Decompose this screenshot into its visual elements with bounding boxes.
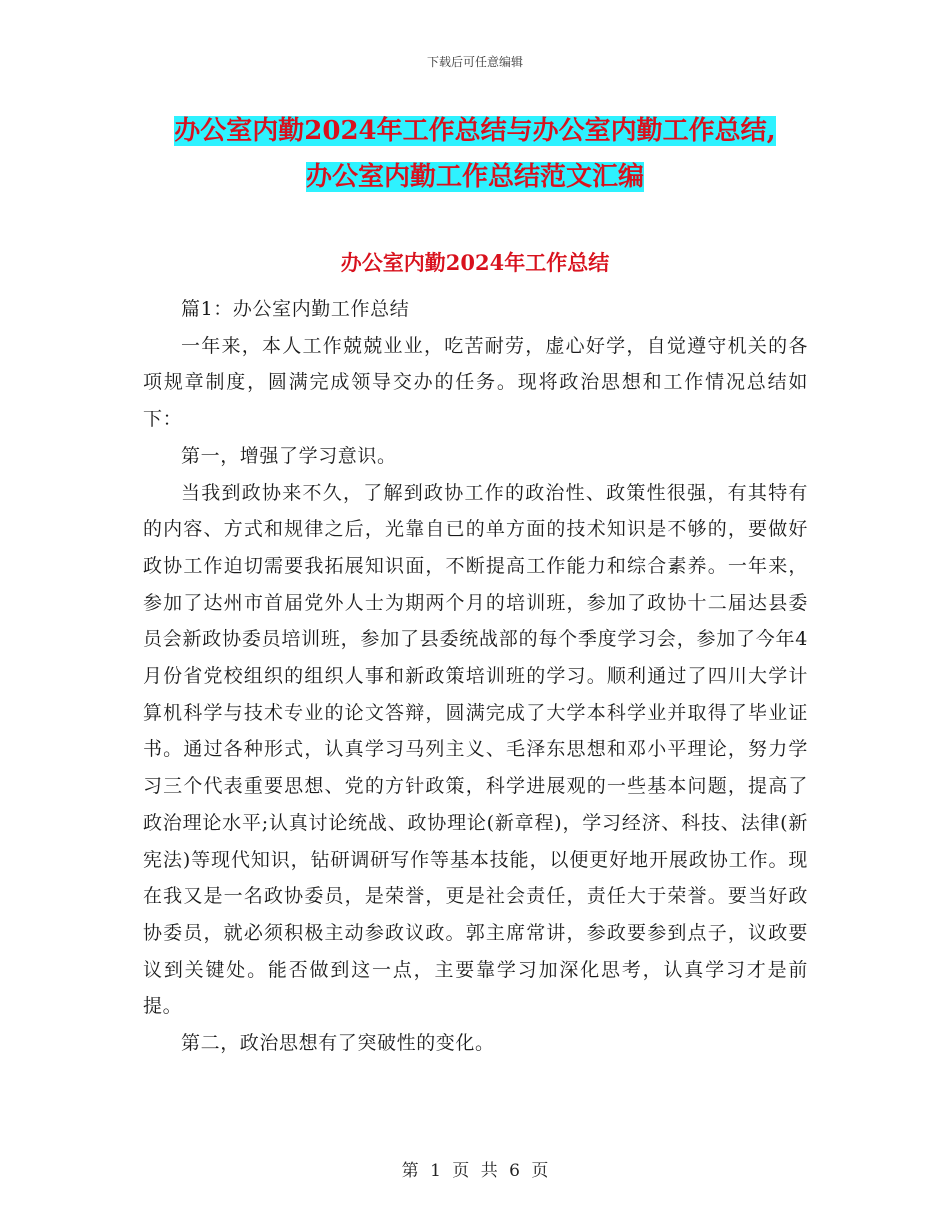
- paragraph: 当我到政协来不久，了解到政协工作的政治性、政策性很强，有其特有的内容、方式和规律之后，光靠自已的单方面的技术知识是不够的，要做好政协工作迫切需要我拓展知识面，不断提高工作能力和综合素养。一年来，参加了达州市首届党外人士为期两个月的培训班，参加了政协十二届达县委员会新政协委员培训班，参加了县委统战部的每个季度学习会，参加了今年4 月份省党校组织的组织人事和新政策培训班的学习。顺利通过了四川大学计算机科学与技术专业的论文答辩，圆满完成了大学本科学业并取得了毕业证书。通过各种形式，认真学习马列主义、毛泽东思想和邓小平理论，努力学习三个代表重要思想、党的方针政策，科学进展观的一些基本问题，提高了政治理论水平;认真讨论统战、政协理论(新章程)，学习经济、科技、法律(新宪法)等现代知识，钻研调研写作等基本技能，以便更好地开展政协工作。现在我又是一名政协委员，是荣誉，更是社会责任，责任大于荣誉。要当好政协委员，就必须积极主动参政议政。郭主席常讲，参政要参到点子，议政要议到关键处。能否做到这一点，主要靠学习加深化思考，认真学习才是前提。: [143, 481, 808, 1018]
- document-body: [143, 291, 808, 1062]
- paragraph: 第一，增强了学习意识。: [181, 444, 397, 467]
- document-title-line1: 办公室内勤2024年工作总结与办公室内勤工作总结,: [174, 116, 776, 146]
- paragraph: 一年来，本人工作兢兢业业，吃苦耐劳，虚心好学，自觉遵守机关的各项规章制度，圆满完成领导交办的任务。现将政治思想和工作情况总结如下：: [143, 334, 808, 431]
- paragraph: 篇1：办公室内勤工作总结: [181, 298, 410, 320]
- paragraph: 第二，政治思想有了突破性的变化。: [181, 1032, 495, 1055]
- document-title-line2: 办公室内勤工作总结范文汇编: [305, 162, 644, 192]
- section-title: 办公室内勤2024年工作总结: [340, 250, 610, 275]
- page-number-footer: 第 1 页 共 6 页: [401, 1161, 549, 1181]
- header-note: 下载后可任意编辑: [426, 55, 523, 69]
- document-title: [140, 108, 810, 200]
